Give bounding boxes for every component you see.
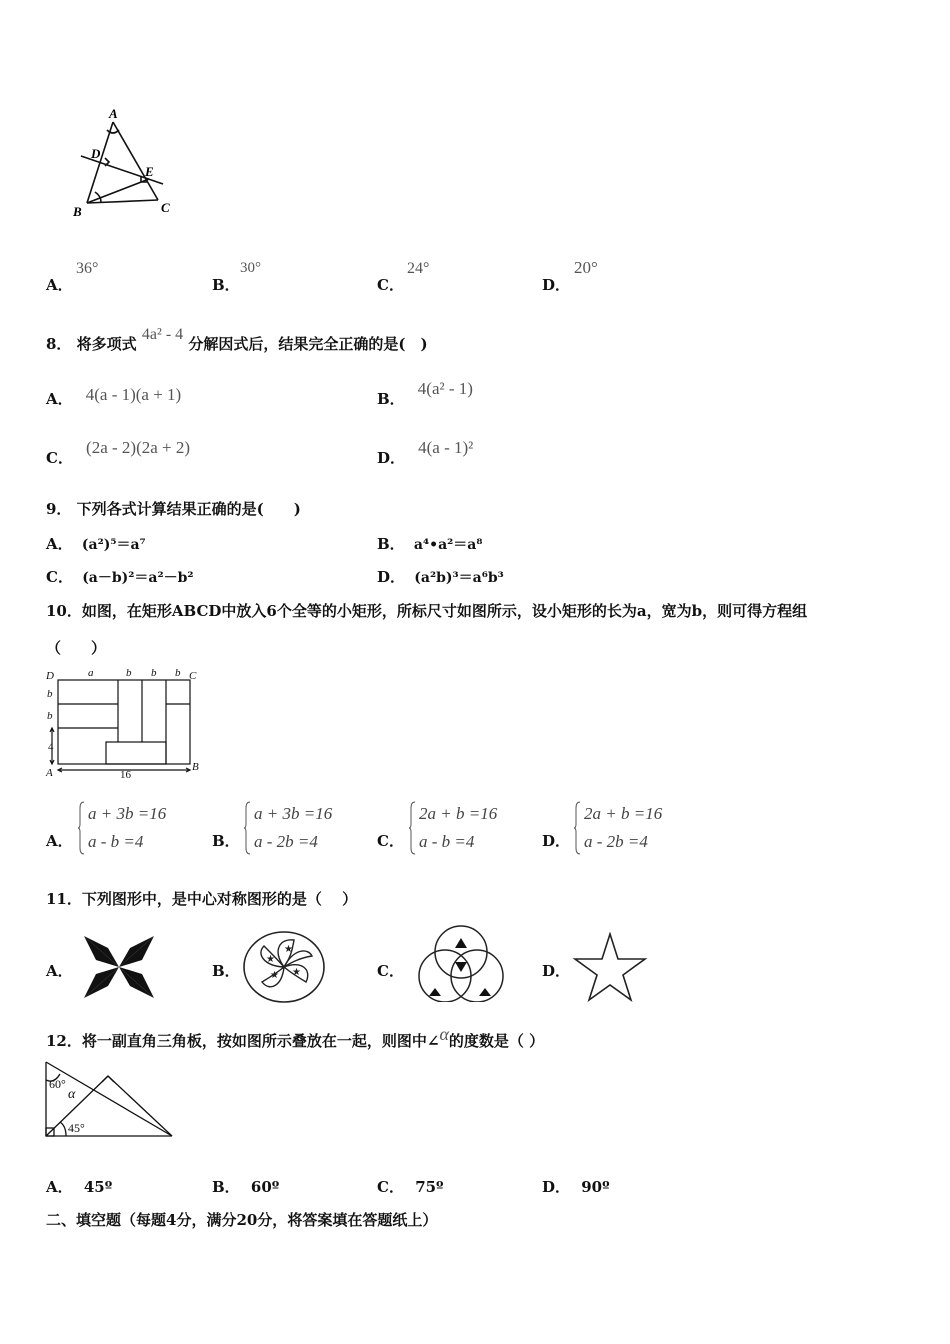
q10-label-c: C: [189, 670, 197, 682]
q11-option-c-label: C．: [377, 962, 404, 980]
q11-option-d-label: D．: [542, 962, 571, 980]
q12-alpha: α: [439, 1024, 449, 1044]
q9-option-c-value: (a－b)²＝a²－b²: [82, 570, 194, 586]
q9-stem: [46, 498, 301, 519]
q10-option-c-system: [409, 800, 497, 856]
q12-stem: [46, 1024, 545, 1051]
q9-option-d-value: (a²b)³＝a⁶b³: [414, 570, 504, 586]
q8-stem: [46, 326, 428, 354]
q10-option-d-line1: 2a + b =16: [584, 804, 663, 823]
q8-option-d-label: D．: [377, 449, 406, 467]
q12-option-a-value: 45º: [83, 1178, 113, 1196]
q8-option-a[interactable]: [46, 385, 182, 409]
q8-expression: 4a² - 4: [141, 326, 184, 343]
q11-option-a[interactable]: [46, 930, 166, 1005]
q7-option-d-label: D．: [542, 276, 571, 294]
q7-label-e: E: [145, 164, 154, 179]
q10-option-b-line1: a + 3b =16: [254, 804, 333, 823]
q7-label-d: D: [91, 146, 101, 161]
q8-number: 8．: [46, 335, 72, 353]
q12-label-60: 60°: [49, 1077, 66, 1091]
q12-text-before: 将一副直角三角板，按如图所示叠放在一起，则图中∠: [81, 1032, 440, 1050]
q9-number: 9．: [46, 500, 72, 518]
q11-text: 下列图形中，是中心对称图形的是（ ）: [81, 890, 358, 908]
q12-option-b[interactable]: [212, 1176, 279, 1197]
svg-text:★: ★: [292, 967, 301, 978]
q10-label-b-left-2: b: [47, 710, 53, 722]
q8-option-c-value: (2a - 2)(2a + 2): [86, 438, 191, 457]
q10-option-b[interactable]: [212, 800, 372, 860]
q8-option-d-value: 4(a - 1)²: [418, 438, 474, 457]
q10-option-b-line2: a - 2b =4: [254, 832, 318, 851]
q12-option-d[interactable]: [542, 1176, 610, 1197]
q12-text-after: 的度数是（ ）: [448, 1032, 545, 1050]
q10-stem-line2: （ ）: [46, 639, 107, 657]
five-point-star-icon: [572, 932, 648, 1002]
q9-option-a-value: (a²)⁵＝a⁷: [81, 537, 146, 553]
q7-triangle-figure: [65, 100, 195, 225]
q9-text: 下列各式计算结果正确的是( ): [76, 500, 301, 518]
q11-option-b-label: B．: [212, 962, 240, 980]
q10-label-b-corner: B: [192, 761, 199, 773]
q7-option-c-value: 24°: [407, 260, 430, 277]
q8-text-before: 将多项式: [76, 335, 137, 353]
q10-label-a-corner: A: [46, 767, 53, 779]
svg-text:★: ★: [270, 970, 279, 981]
q8-option-b-value: 4(a² - 1): [417, 379, 473, 398]
q11-option-d[interactable]: [542, 930, 662, 1005]
q10-label-a-top: a: [88, 667, 94, 679]
q10-label-4: 4: [48, 741, 54, 753]
q12-option-a-label: A．: [46, 1178, 73, 1196]
q7-option-c-label: C．: [377, 276, 404, 294]
q10-number: 10．: [46, 602, 82, 620]
svg-text:★: ★: [266, 954, 275, 965]
section-2-title: 二、填空题（每题4分，满分20分，将答案填在答题纸上）: [46, 1211, 438, 1229]
q10-stem: [46, 600, 807, 621]
q7-label-b: B: [73, 204, 82, 219]
q12-option-c[interactable]: [377, 1176, 444, 1197]
q8-text-after: 分解因式后，结果完全正确的是( ): [188, 335, 428, 353]
q12-label-45: 45°: [68, 1121, 85, 1135]
q10-label-d: D: [46, 670, 54, 682]
q10-option-b-system: [244, 800, 332, 856]
q10-option-d-system: [574, 800, 662, 856]
q10-option-c-label: C．: [377, 832, 404, 850]
q12-triangles-figure: [44, 1058, 176, 1142]
q9-option-b[interactable]: [377, 533, 482, 554]
q10-option-d-label: D．: [542, 832, 571, 850]
q7-option-d-value: 20°: [574, 258, 598, 277]
q12-option-c-label: C．: [377, 1178, 404, 1196]
q10-label-b-left-1: b: [47, 688, 53, 700]
q10-option-c[interactable]: [377, 800, 537, 860]
q7-option-b-label: B．: [212, 276, 240, 294]
q8-option-b[interactable]: [377, 379, 473, 409]
q10-text: 如图，在矩形ABCD中放入6个全等的小矩形，所标尺寸如图所示，设小矩形的长为a，宽为b，则可得方程组: [81, 602, 808, 620]
q7-label-c: C: [161, 200, 170, 215]
q10-option-d[interactable]: [542, 800, 702, 860]
q10-option-a[interactable]: [46, 800, 206, 860]
triquetra-figure-icon: [415, 924, 507, 1002]
q12-number: 12．: [46, 1032, 82, 1050]
q10-label-b-top-1: b: [126, 667, 132, 679]
q10-option-c-line1: 2a + b =16: [419, 804, 498, 823]
q9-option-c[interactable]: [46, 566, 194, 587]
q12-option-d-value: 90º: [581, 1178, 610, 1196]
q8-option-d[interactable]: [377, 438, 474, 468]
q12-option-d-label: D．: [542, 1178, 571, 1196]
q12-option-b-value: 60º: [250, 1178, 280, 1196]
q11-option-a-label: A．: [46, 962, 73, 980]
q11-option-c[interactable]: [377, 924, 517, 1004]
q10-option-a-system: [78, 800, 166, 856]
q9-option-b-label: B．: [377, 535, 405, 553]
q10-option-b-label: B．: [212, 832, 240, 850]
bauhinia-emblem-icon: [242, 930, 326, 1004]
q10-option-d-line2: a - 2b =4: [584, 832, 648, 851]
q12-label-alpha: α: [68, 1087, 76, 1102]
q8-option-a-label: A．: [46, 390, 73, 408]
q9-option-b-value: a⁴•a²＝a⁸: [413, 537, 483, 553]
q11-number: 11．: [46, 890, 82, 908]
q9-option-c-label: C．: [46, 568, 73, 586]
q10-option-c-line2: a - b =4: [419, 832, 475, 851]
q10-rectangle-figure: [44, 664, 204, 782]
q10-option-a-line1: a + 3b =16: [88, 804, 167, 823]
q11-option-b[interactable]: [212, 930, 342, 1005]
q11-stem: [46, 888, 357, 909]
q9-option-a-label: A．: [46, 535, 73, 553]
q10-option-a-label: A．: [46, 832, 73, 850]
svg-text:★: ★: [284, 944, 293, 955]
q9-option-d[interactable]: [377, 566, 504, 587]
q12-option-c-value: 75º: [415, 1178, 444, 1196]
q12-option-b-label: B．: [212, 1178, 240, 1196]
q8-option-c-label: C．: [46, 449, 73, 467]
q7-label-a: A: [109, 106, 118, 121]
q7-option-a-value: 36°: [76, 260, 99, 277]
q8-option-a-value: 4(a - 1)(a + 1): [85, 385, 182, 404]
q10-label-b-top-3: b: [175, 667, 181, 679]
q7-option-a-label: A．: [46, 276, 73, 294]
four-rhombus-figure-icon: [82, 934, 156, 1000]
q7-option-b-value: 30°: [240, 260, 261, 276]
q9-option-d-label: D．: [377, 568, 406, 586]
q8-option-b-label: B．: [377, 390, 405, 408]
q10-label-b-top-2: b: [151, 667, 157, 679]
q8-option-c[interactable]: [46, 438, 191, 468]
q10-option-a-line2: a - b =4: [88, 832, 144, 851]
q10-label-16: 16: [120, 769, 131, 781]
q9-option-a[interactable]: [46, 533, 146, 554]
q12-option-a[interactable]: [46, 1176, 112, 1197]
